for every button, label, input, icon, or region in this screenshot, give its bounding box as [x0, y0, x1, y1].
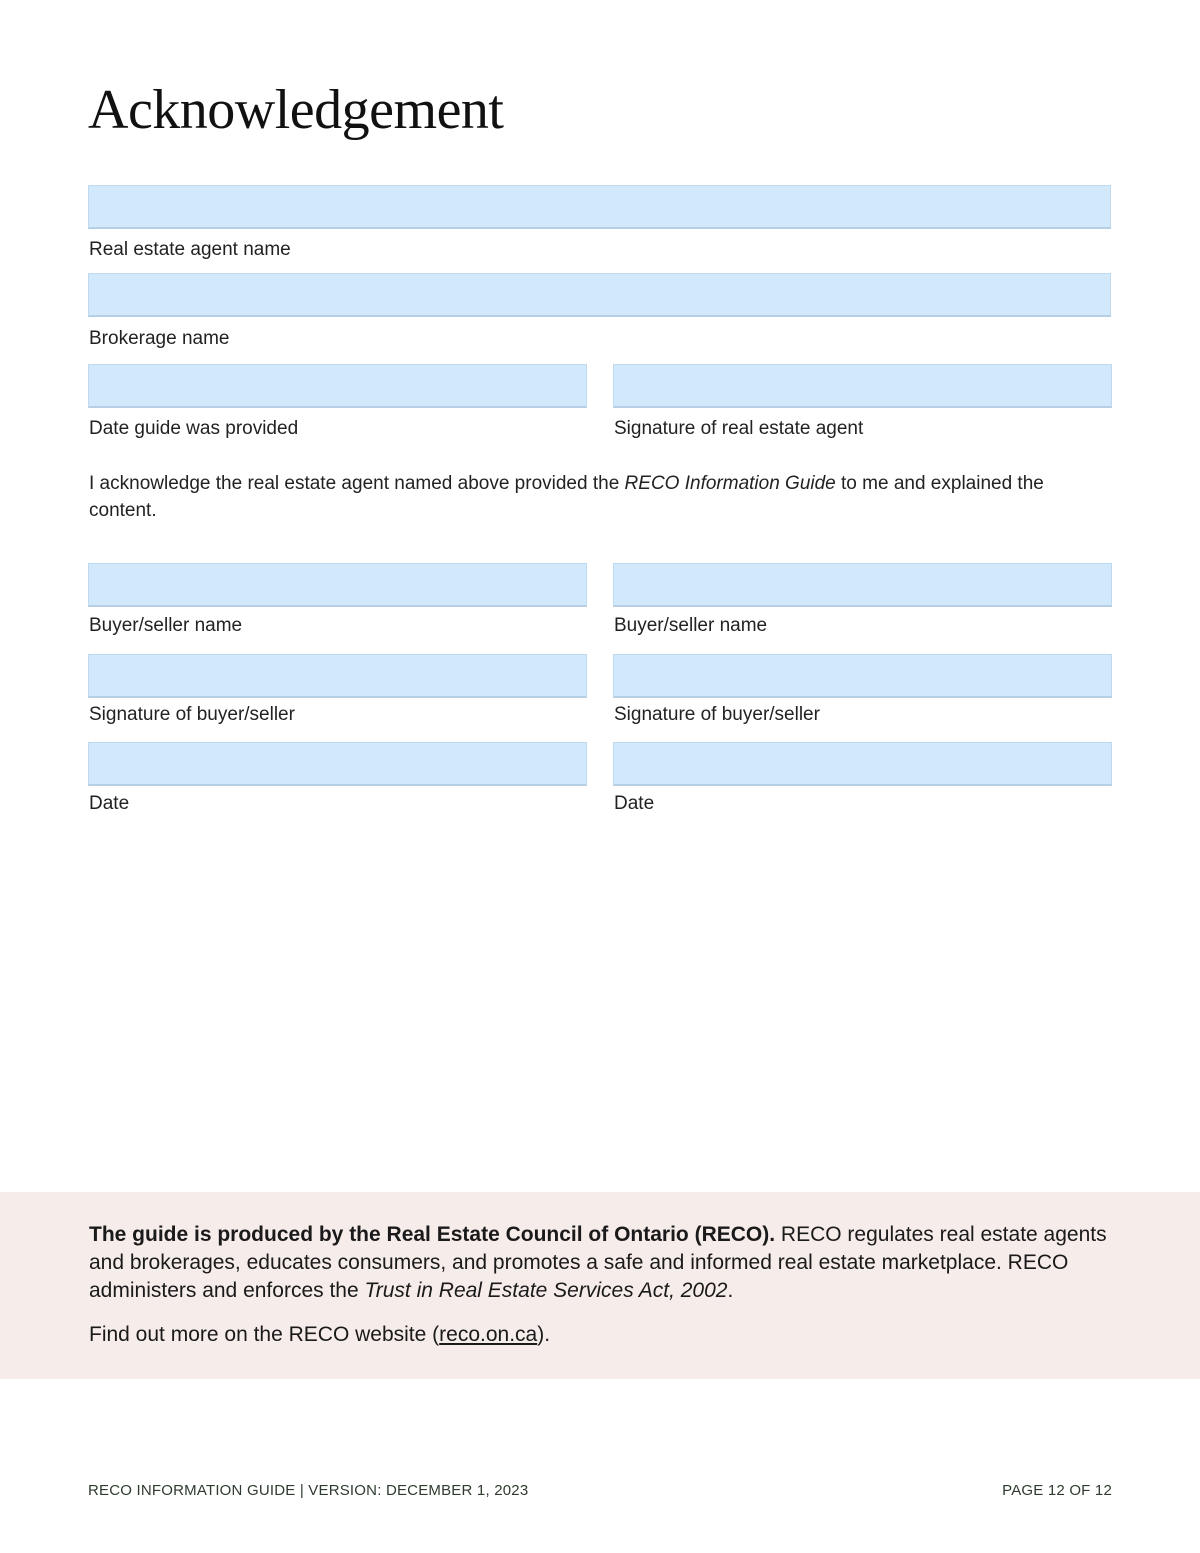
buyer-seller-date-label-2: Date	[614, 793, 655, 814]
buyer-seller-date-label-1: Date	[89, 793, 130, 814]
buyer-seller-date-field-1[interactable]	[88, 742, 587, 786]
agent-name-field[interactable]	[88, 185, 1111, 229]
reco-website-link[interactable]: reco.on.ca	[439, 1323, 538, 1346]
buyer-seller-name-label-2: Buyer/seller name	[614, 615, 768, 636]
footer-version: RECO INFORMATION GUIDE | VERSION: DECEMBER 1, 2023	[88, 1482, 529, 1499]
buyer-seller-signature-field-1[interactable]	[88, 654, 587, 698]
buyer-seller-name-field-2[interactable]	[613, 563, 1112, 607]
agent-signature-label: Signature of real estate agent	[614, 418, 864, 439]
date-provided-field[interactable]	[88, 364, 587, 408]
act-title: Trust in Real Estate Services Act, 2002	[364, 1279, 728, 1302]
agent-signature-field[interactable]	[613, 364, 1112, 408]
buyer-seller-signature-label-2: Signature of buyer/seller	[614, 704, 820, 725]
guide-title: RECO Information Guide	[624, 473, 836, 494]
find-out-more: Find out more on the RECO website (reco.on.ca).	[89, 1323, 551, 1346]
buyer-seller-name-field-1[interactable]	[88, 563, 587, 607]
brokerage-name-field[interactable]	[88, 273, 1111, 317]
info-bold-lead: The guide is produced by the Real Estate Council of Ontario (RECO).	[89, 1223, 776, 1246]
buyer-seller-name-label-1: Buyer/seller name	[89, 615, 243, 636]
buyer-seller-date-field-2[interactable]	[613, 742, 1112, 786]
agent-name-label: Real estate agent name	[89, 239, 291, 260]
buyer-seller-signature-label-1: Signature of buyer/seller	[89, 704, 295, 725]
date-provided-label: Date guide was provided	[89, 418, 299, 439]
acknowledgement-statement: I acknowledge the real estate agent named above provided the RECO Information Guide to me and explained the content.	[89, 473, 1044, 521]
footer-page-number: PAGE 12 OF 12	[1002, 1482, 1112, 1499]
brokerage-name-label: Brokerage name	[89, 328, 230, 349]
info-paragraph: The guide is produced by the Real Estate Council of Ontario (RECO). RECO regulates real estate agents and brokerages, educates consumers, and promotes a safe and informed real estate marketplace. RECO administers and enforces the Trust in Real Estate Services Act, 2002.	[89, 1223, 1107, 1302]
buyer-seller-signature-field-2[interactable]	[613, 654, 1112, 698]
page-title: Acknowledgement	[88, 79, 504, 141]
